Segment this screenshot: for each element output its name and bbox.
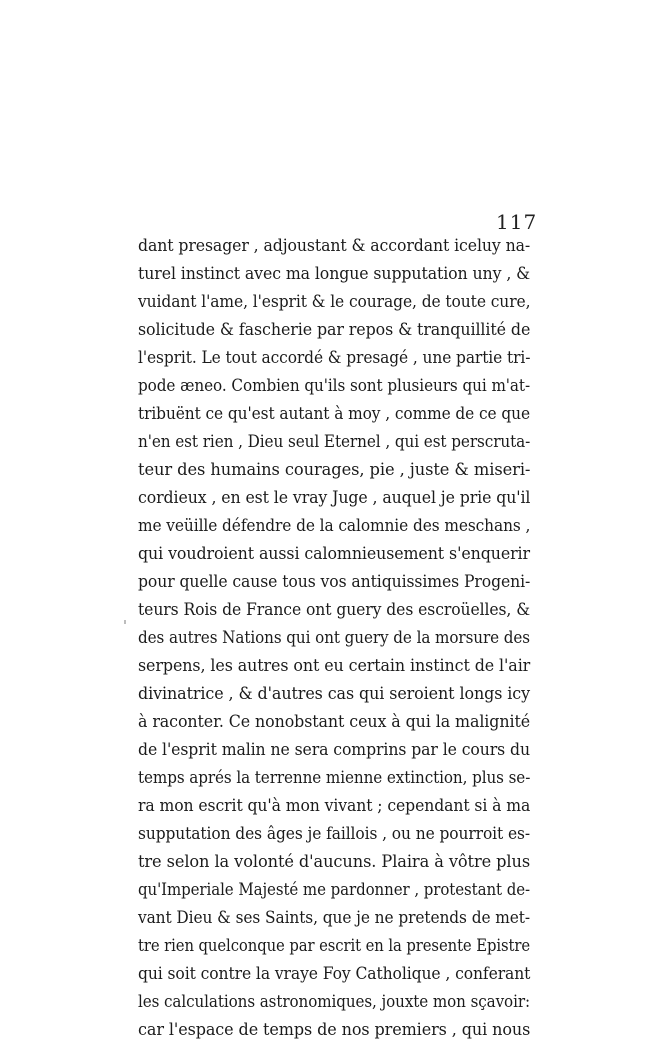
print-speck <box>124 620 126 624</box>
text-line: pode æneo. Combien qu'ils sont plusieurs qui m'at- <box>138 376 531 396</box>
text-line: serpens, les autres ont eu certain instinct de l'air <box>138 656 531 676</box>
text-line: pour quelle cause tous vos antiquissimes Progeni- <box>138 572 531 592</box>
text-line: turel instinct avec ma longue supputation uny , & <box>138 264 531 284</box>
text-line: vuidant l'ame, l'esprit & le courage, de toute cure, <box>138 292 531 312</box>
text-line: dant presager , adjoustant & accordant iceluy na- <box>138 236 531 256</box>
text-line: tre selon la volonté d'aucuns. Plaira à vôtre plus <box>138 852 531 872</box>
text-line: les calculations astronomiques, jouxte mon sçavoir: <box>138 992 531 1012</box>
text-line: teurs Rois de France ont guery des escroüelles, & <box>138 600 530 620</box>
text-line: de l'esprit malin ne sera comprins par le cours du <box>138 740 530 760</box>
text-line: teur des humains courages, pie , juste & miseri- <box>138 460 531 480</box>
text-line: à raconter. Ce nonobstant ceux à qui la malignité <box>138 712 531 732</box>
text-line: vant Dieu & ses Saints, que je ne pretends de met- <box>138 908 531 928</box>
text-line: cordieux , en est le vray Juge , auquel je prie qu'il <box>138 488 531 508</box>
text-line: qui soit contre la vraye Foy Catholique , conferant <box>138 964 531 984</box>
body-text <box>138 232 530 1044</box>
text-line: car l'espace de temps de nos premiers , qui nous <box>138 1020 531 1040</box>
text-line: n'en est rien , Dieu seul Eternel , qui est perscruta- <box>138 432 531 452</box>
text-line: qu'Imperiale Majesté me pardonner , protestant de- <box>138 880 531 900</box>
text-line: l'esprit. Le tout accordé & presagé , une partie tri- <box>138 348 531 368</box>
text-line: tre rien quelconque par escrit en la presente Epistre <box>138 936 531 956</box>
text-line: des autres Nations qui ont guery de la morsure des <box>138 628 531 648</box>
text-line: supputation des âges je faillois , ou ne pourroit es- <box>138 824 531 844</box>
text-line: solicitude & fascherie par repos & tranquillité de <box>138 320 531 340</box>
text-line: qui voudroient aussi calomnieusement s'enquerir <box>138 544 531 564</box>
page-number: 117 <box>496 210 538 234</box>
text-line: tribuënt ce qu'est autant à moy , comme de ce que <box>138 404 531 424</box>
text-line: divinatrice , & d'autres cas qui seroient longs icy <box>138 684 531 704</box>
text-line: temps aprés la terrenne mienne extinction, plus se- <box>138 768 531 788</box>
text-line: ra mon escrit qu'à mon vivant ; cependant si à ma <box>138 796 531 816</box>
text-line: me veüille défendre de la calomnie des meschans , <box>138 516 531 536</box>
